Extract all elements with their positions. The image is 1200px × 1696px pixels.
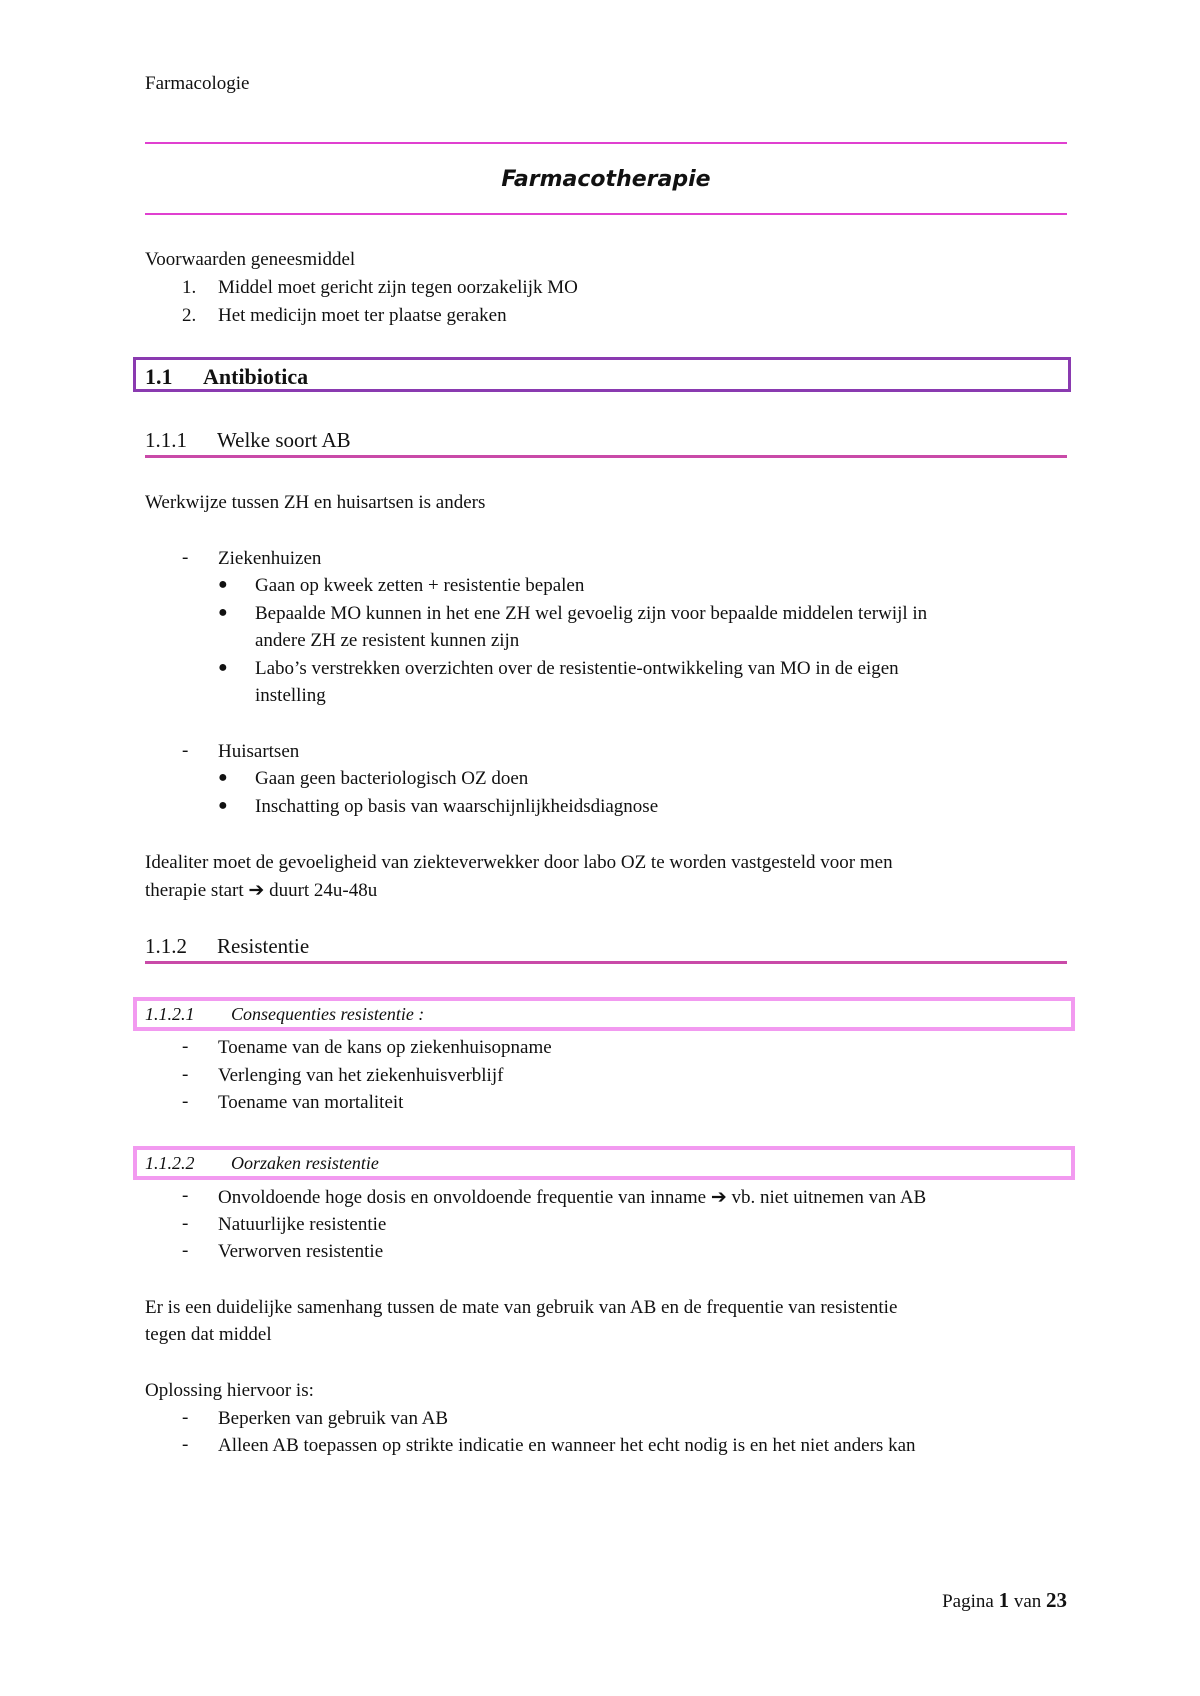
list-item: Beperken van gebruik van AB xyxy=(218,1408,449,1429)
bullet-item: Gaan op kweek zetten + resistentie bepalen xyxy=(255,575,585,596)
title-top-rule xyxy=(145,142,1067,144)
intro-item: Het medicijn moet ter plaatse geraken xyxy=(218,305,507,326)
paragraph-line: tegen dat middel xyxy=(145,1324,272,1345)
arrow-right-icon: ➔ xyxy=(248,879,265,901)
list-item: Natuurlijke resistentie xyxy=(218,1214,387,1235)
arrow-right-icon: ➔ xyxy=(710,1186,727,1208)
dash-marker: - xyxy=(182,1213,189,1234)
intro-item-number: 1. xyxy=(182,277,197,298)
total-page-count: 23 xyxy=(1046,1588,1067,1612)
list-item xyxy=(218,1185,926,1210)
list-item: Toename van de kans op ziekenhuisopname xyxy=(218,1037,552,1058)
page-footer xyxy=(942,1588,1067,1613)
intro-item: Middel moet gericht zijn tegen oorzakelijk MO xyxy=(218,277,578,298)
list-item: Toename van mortaliteit xyxy=(218,1092,404,1113)
heading-1-title: Antibiotica xyxy=(203,364,309,389)
heading-2-title: Resistentie xyxy=(217,934,310,958)
list-item-text: Onvoldoende hoge dosis en onvoldoende frequentie van inname xyxy=(218,1187,707,1208)
heading-2 xyxy=(145,934,309,959)
group-label: Ziekenhuizen xyxy=(218,548,322,569)
footer-label: Pagina xyxy=(942,1591,994,1612)
current-page-number: 1 xyxy=(998,1588,1010,1612)
intro-heading: Voorwaarden geneesmiddel xyxy=(145,249,356,270)
dash-marker: - xyxy=(182,1036,189,1057)
list-item-text: vb. niet uitnemen van AB xyxy=(731,1187,927,1208)
bullet-icon: ● xyxy=(218,797,228,814)
dash-marker: - xyxy=(182,1434,189,1455)
page-title: Farmacotherapie xyxy=(501,167,711,192)
bullet-item-continued: instelling xyxy=(255,685,326,706)
heading-1 xyxy=(145,364,308,390)
dash-marker: - xyxy=(182,1407,189,1428)
bullet-icon: ● xyxy=(218,604,228,621)
dash-marker: - xyxy=(182,740,189,761)
heading-3 xyxy=(145,1153,379,1174)
heading-2-title: Welke soort AB xyxy=(217,428,351,452)
paragraph-line xyxy=(145,878,377,903)
heading-3-title: Oorzaken resistentie xyxy=(231,1153,379,1173)
paragraph-text: duurt 24u-48u xyxy=(269,880,378,901)
bullet-item: Bepaalde MO kunnen in het ene ZH wel gevoelig zijn voor bepaalde middelen terwijl in xyxy=(255,603,928,624)
heading-1-number: 1.1 xyxy=(145,364,173,389)
heading-2-rule xyxy=(145,455,1067,458)
list-item: Alleen AB toepassen op strikte indicatie en wanneer het echt nodig is en het niet anders kan xyxy=(218,1435,916,1456)
dash-marker: - xyxy=(182,547,189,568)
paragraph: Werkwijze tussen ZH en huisartsen is anders xyxy=(145,492,486,513)
heading-3-number: 1.1.2.2 xyxy=(145,1153,195,1173)
title-bottom-rule xyxy=(145,213,1067,215)
paragraph-text: therapie start xyxy=(145,880,244,901)
list-item: Verlenging van het ziekenhuisverblijf xyxy=(218,1065,504,1086)
heading-2-number: 1.1.1 xyxy=(145,428,187,452)
heading-2-rule xyxy=(145,961,1067,964)
bullet-icon: ● xyxy=(218,769,228,786)
heading-3-number: 1.1.2.1 xyxy=(145,1004,195,1024)
heading-3-title: Consequenties resistentie : xyxy=(231,1004,425,1024)
bullet-item: Gaan geen bacteriologisch OZ doen xyxy=(255,768,529,789)
bullet-icon: ● xyxy=(218,576,228,593)
dash-marker: - xyxy=(182,1091,189,1112)
list-item: Verworven resistentie xyxy=(218,1241,384,1262)
solution-heading: Oplossing hiervoor is: xyxy=(145,1380,314,1401)
bullet-item: Inschatting op basis van waarschijnlijkheidsdiagnose xyxy=(255,796,659,817)
heading-3 xyxy=(145,1004,424,1025)
bullet-item: Labo’s verstrekken overzichten over de resistentie-ontwikkeling van MO in de eigen xyxy=(255,658,899,679)
footer-separator: van xyxy=(1013,1591,1042,1612)
running-header: Farmacologie xyxy=(145,73,250,94)
dash-marker: - xyxy=(182,1240,189,1261)
heading-2-number: 1.1.2 xyxy=(145,934,187,958)
bullet-item-continued: andere ZH ze resistent kunnen zijn xyxy=(255,630,520,651)
bullet-icon: ● xyxy=(218,659,228,676)
dash-marker: - xyxy=(182,1185,189,1206)
intro-item-number: 2. xyxy=(182,305,197,326)
group-label: Huisartsen xyxy=(218,741,300,762)
dash-marker: - xyxy=(182,1064,189,1085)
paragraph: Idealiter moet de gevoeligheid van ziekteverwekker door labo OZ te worden vastgesteld voor men xyxy=(145,852,893,873)
paragraph: Er is een duidelijke samenhang tussen de mate van gebruik van AB en de frequentie van resistentie xyxy=(145,1297,898,1318)
heading-2 xyxy=(145,428,351,453)
